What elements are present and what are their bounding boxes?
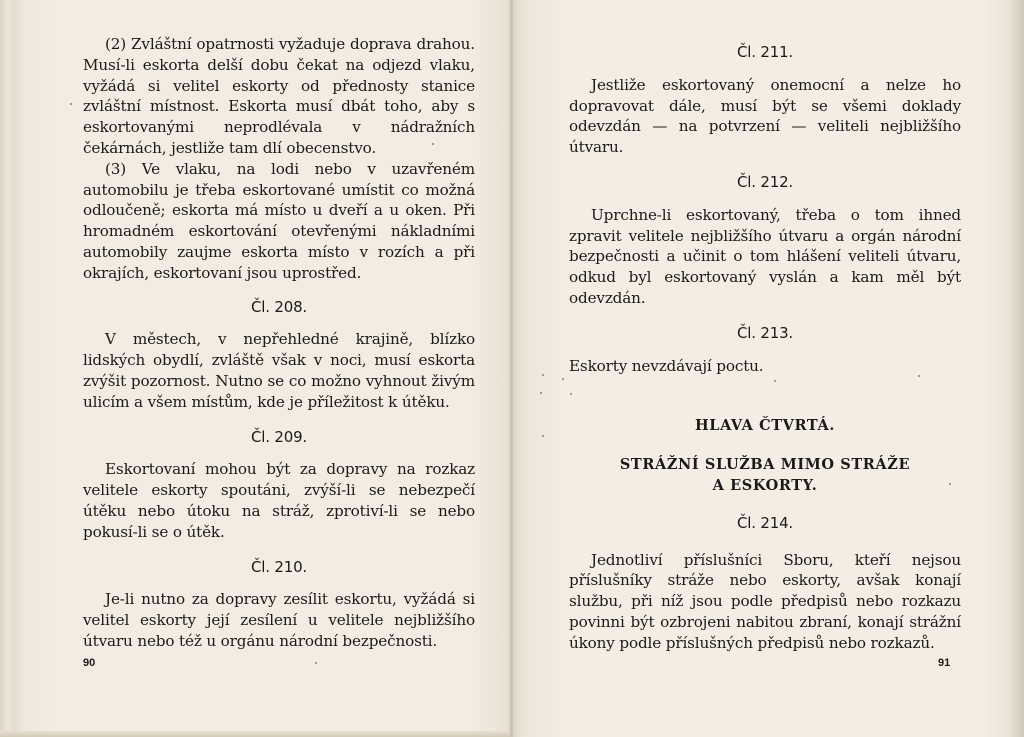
article-208-text: V městech, v nepřehledné krajině, blízko lidských obydlí, zvláště však v noci, musí eskorta zvýšit pozornost. Nutno se co možno vyhnout živým ulicím a všem místům, kde je příležitost k útěku.	[83, 330, 475, 411]
article-210-text: Je-li nutno za dopravy zesílit eskortu, vyžádá si velitel eskorty její zesílení u velitele nejbližšího útvaru nebo též u orgánu národní bezpečnosti.	[83, 590, 475, 650]
paragraph-3: (3) Ve vlaku, na lodi nebo v uzavřeném automobilu je třeba eskortované umístit co možná odloučeně; eskorta má místo u dveří a u oken. Při hromadném eskortování otevřenými nákladními automobily zaujme eskorta místo v rozích a při okrajích, eskortovaní jsou uprostřed.	[83, 159, 475, 282]
scan-speck	[540, 392, 542, 394]
chapter-title-line-2: A ESKORTY.	[712, 476, 818, 494]
chapter-heading: HLAVA ČTVRTÁ.	[695, 417, 835, 435]
page-number-right: 91	[938, 657, 951, 669]
scan-speck	[542, 435, 544, 437]
chapter-title-line-1: STRÁŽNÍ SLUŽBA MIMO STRÁŽE	[619, 456, 911, 474]
article-214-text: Jednotliví příslušníci Sboru, kteří nejsou příslušníky stráže nebo eskorty, avšak konají službu, při níž jsou podle předpisů nebo rozkazu povinni být ozbrojeni nabitou zbraní, konají strážní úkony podle příslušných předpisů nebo rozkazů.	[569, 550, 961, 652]
article-heading-211: Čl. 211.	[737, 43, 793, 61]
scan-speck	[949, 483, 951, 485]
article-heading-214: Čl. 214.	[737, 513, 793, 532]
scan-speck	[570, 393, 572, 395]
page-number-left: 90	[83, 657, 96, 669]
scan-speck	[315, 662, 317, 664]
paragraph-2: (2) Zvláštní opatrnosti vyžaduje doprava drahou. Musí-li eskorta delší dobu čekat na odjezd vlaku, vyžádá si velitel eskorty od přednosty stanice zvláštní místnost. Eskorta musí dbát toho, aby s eskortovanými neprodlévala v nádražních čekárnách, jestliže tam dlí obecenstvo.	[83, 35, 475, 157]
right-page-text	[569, 42, 961, 654]
scan-speck	[774, 380, 776, 382]
article-213-text: Eskorty nevzdávají poctu.	[569, 356, 764, 375]
scan-speck	[432, 143, 434, 145]
page-edge-stack	[0, 0, 22, 737]
article-heading-212: Čl. 212.	[737, 172, 793, 191]
scan-speck	[542, 374, 544, 376]
article-211-text: Jestliže eskortovaný onemocní a nelze ho dopravovat dále, musí být se všemi doklady odevzdán — na potvrzení — veliteli nejbližšího útvaru.	[569, 75, 961, 157]
article-heading-209: Čl. 209.	[251, 427, 307, 446]
scan-speck	[918, 375, 920, 377]
article-heading-210: Čl. 210.	[251, 557, 307, 576]
article-heading-208: Čl. 208.	[251, 297, 307, 316]
article-212-text: Uprchne-li eskortovaný, třeba o tom ihned zpravit velitele nejbližšího útvaru a orgán národní bezpečnosti a učinit o tom hlášení veliteli útvaru, odkud byl eskortovaný vyslán a kam měl být odevzdán.	[569, 205, 961, 307]
scan-speck	[70, 103, 72, 105]
book-gutter	[510, 0, 513, 737]
article-209-text: Eskortovaní mohou být za dopravy na rozkaz velitele eskorty spoutáni, zvýší-li se nebezpečí útěku nebo útoku na stráž, zprotiví-li se nebo pokusí-li se o útěk.	[83, 460, 475, 541]
article-heading-213: Čl. 213.	[737, 323, 793, 342]
scan-speck	[562, 378, 564, 380]
right-page	[512, 0, 1024, 737]
left-page-text	[83, 34, 475, 652]
page-bottom-edge	[0, 731, 512, 737]
